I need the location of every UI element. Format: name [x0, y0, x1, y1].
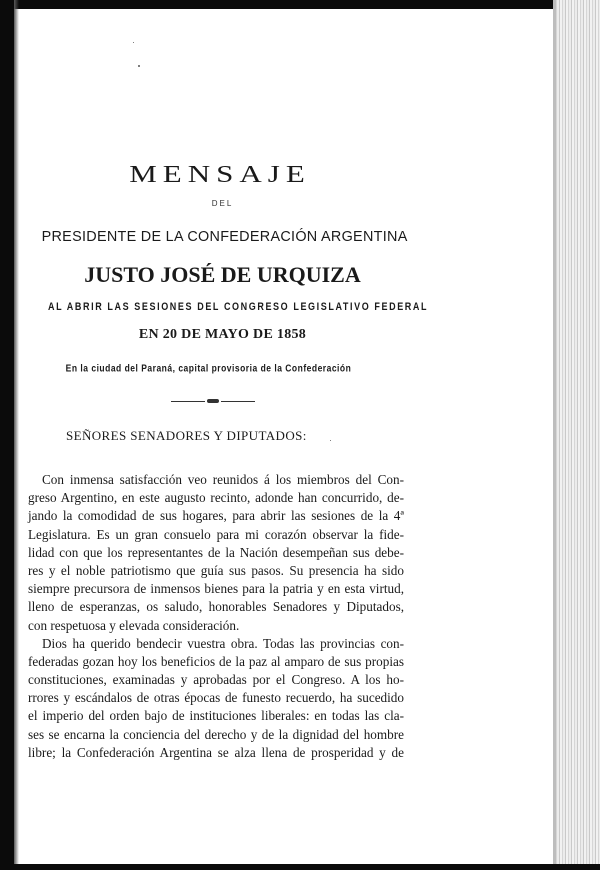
body-line: ses se encarna la conciencia del derecho y de la dignidad del hombre: [28, 726, 404, 742]
occasion-subtitle: AL ABRIR LAS SESIONES DEL CONGRESO LEGISLATIVO FEDERAL: [48, 299, 429, 313]
ornament-divider: [171, 398, 255, 404]
salutation: SEÑORES SENADORES Y DIPUTADOS:: [66, 428, 307, 443]
body-line: el imperio del orden bajo de instituciones liberales: en todas las cla-: [28, 708, 404, 724]
body-line: greso Argentino, en este augusto recinto, adonde han concurrido, de-: [28, 490, 404, 506]
body-line: libre; la Confederación Argentina se alza llena de prosperidad y de: [28, 744, 404, 760]
body-text: [28, 471, 404, 762]
body-line: Con inmensa satisfacción veo reunidos á los miembros del Con-: [42, 472, 404, 487]
body-line: Dios ha querido bendecir vuestra obra. Todas las provincias con-: [42, 635, 404, 651]
document-title: MENSAJE: [129, 160, 311, 188]
body-line: federadas gozan hoy los beneficios de la paz al amparo de sus propias: [28, 653, 404, 669]
title-connector: DEL: [211, 199, 234, 208]
body-line: Legislatura. Es un gran consuelo para mi corazón observar la fide-: [28, 526, 404, 542]
president-line: PRESIDENTE DE LA CONFEDERACIÓN ARGENTINA: [41, 228, 408, 245]
body-line: siempre precursora de inmensos bienes para la patria y en esta virtud,: [28, 581, 404, 597]
body-line: lleno de esperanzas, os saludo, honorables Senadores y Diputados,: [28, 599, 404, 615]
president-name: JUSTO JOSÉ DE URQUIZA: [84, 262, 361, 287]
body-line: rrores y escándalos de otras épocas de funesto recuerdo, ha sucedido: [28, 690, 404, 706]
body-line: constituciones, examinadas y aprobadas por el Congreso. A los ho-: [28, 672, 404, 688]
body-line: res y el noble patriotismo que guía sus pasos. Su presencia ha sido: [28, 562, 404, 578]
place-line: En la ciudad del Paraná, capital provisoria de la Confederación: [65, 362, 352, 374]
body-line: jando la comodidad de sus hogares, para abrir las sesiones de la 4ª: [28, 508, 404, 524]
body-line: con respetuosa y elevada consideración.: [28, 617, 240, 633]
body-line: lidad con que los representantes de la Nación desempeñan sus debe-: [28, 544, 404, 560]
date-line: EN 20 DE MAYO DE 1858: [138, 327, 307, 342]
